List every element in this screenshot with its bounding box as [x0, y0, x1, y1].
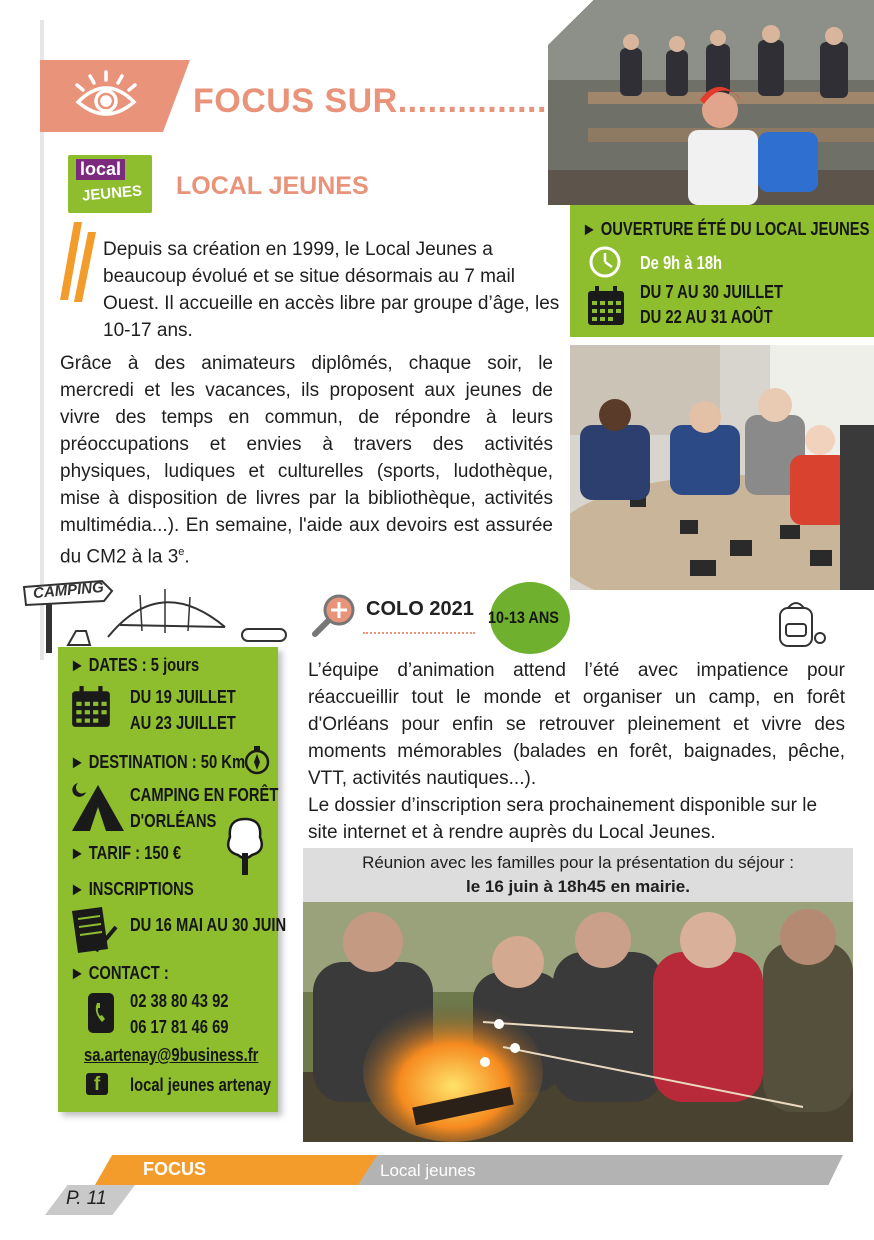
colo-paragraph-1: L’équipe d’animation attend l’été avec impatience pour réaccueillir tout le monde et organiser un camp, en forêt d'Orléans pour enfin se retrouver pleinement et vivre des moments mémorables (balades en forêt, baignades, pêche, VTT, activités nautiques...). [308, 660, 845, 789]
body-superscript: e [178, 546, 185, 558]
footer-focus-band [95, 1155, 380, 1185]
date-from: DU 19 JUILLET [130, 687, 236, 707]
camping-sign-label: CAMPING [32, 578, 105, 603]
facebook-icon: f [86, 1073, 108, 1095]
colo-title: COLO 2021 [366, 598, 474, 620]
phone-number-1: 02 38 80 43 92 [130, 991, 229, 1011]
facebook-link[interactable]: local jeunes artenay [130, 1075, 272, 1095]
footer-focus-label: FOCUS [143, 1159, 206, 1179]
destination-label: ► DESTINATION : 50 Km [70, 752, 246, 772]
contact-label: ► CONTACT : [70, 963, 169, 983]
meeting-notice [303, 848, 853, 902]
opening-heading: ► OUVERTURE ÉTÉ DU LOCAL JEUNES [582, 219, 870, 239]
footer-section-label: Local jeunes [380, 1161, 476, 1180]
summer-opening-box [570, 205, 874, 337]
local-jeunes-logo [68, 155, 152, 213]
clock-icon [588, 245, 622, 279]
body-text: Grâce à des animateurs diplômés, chaque soir, le mercredi et les vacances, ils proposent aux jeunes de vivre des temps en commun, de répondre à leurs préoccupations et envies à travers des activités physiques, ludiques et culturelles (sports, ludothèque, mise à disposition de livres par la bibliothèque, activités multimédia...). En semaine, l'aide aux devoirs est assurée du CM2 à la 3 [60, 353, 553, 568]
page-number: P. 11 [66, 1188, 107, 1209]
meeting-line-2: le 16 juin à 18h45 en mairie. [466, 877, 690, 896]
colo-paragraph-2: Le dossier d’inscription sera prochainement disponible sur le site internet et à rendre auprès du Local Jeunes. [308, 795, 818, 843]
page-title: FOCUS SUR............... [193, 82, 547, 120]
email-link[interactable]: sa.artenay@9business.fr [84, 1045, 259, 1065]
opening-dates-july: DU 7 AU 30 JUILLET [640, 282, 783, 302]
photo-card-game [570, 345, 874, 590]
calendar-icon [70, 685, 112, 729]
phone-number-2: 06 17 81 46 69 [130, 1017, 229, 1037]
tree-icon [224, 815, 266, 877]
opening-hours: De 9h à 18h [640, 253, 723, 273]
calendar-icon [586, 285, 626, 327]
logo-jeunes-text: JEUNES [81, 182, 143, 205]
opening-dates-august: DU 22 AU 31 AOÛT [640, 307, 773, 327]
colo-title-underline [363, 632, 475, 634]
body-paragraph [60, 350, 553, 570]
search-plus-icon [311, 592, 357, 638]
backpack-icon [776, 598, 828, 648]
camp-line2: D'ORLÉANS [130, 811, 217, 831]
date-to: AU 23 JUILLET [130, 713, 236, 733]
meeting-line-1: Réunion avec les familles pour la présentation du séjour : [362, 853, 794, 872]
dates-label: ► DATES : 5 jours [70, 655, 200, 675]
quote-decoration [60, 222, 96, 302]
inscriptions-dates: DU 16 MAI AU 30 JUIN [130, 915, 287, 935]
logo-local-text: local [76, 159, 125, 180]
phone-icon [86, 991, 116, 1035]
intro-paragraph: Depuis sa création en 1999, le Local Jeunes a beaucoup évolué et se situe désormais au 7 mail Ouest. Il accueille en accès libre par groupe d’âge, les 10-17 ans. [103, 239, 560, 341]
age-badge-text: 10-13 ANS [488, 608, 560, 627]
section-title: LOCAL JEUNES [176, 172, 369, 200]
document-pen-icon [68, 905, 118, 955]
photo-campfire [303, 902, 853, 1142]
camp-line1: CAMPING EN FORÊT [130, 785, 279, 805]
tarif-label: ► TARIF : 150 € [70, 843, 182, 863]
inscriptions-label: ► INSCRIPTIONS [70, 879, 194, 899]
colo-info-box [58, 647, 287, 1112]
compass-icon [244, 745, 270, 775]
photo-teens-gym [548, 0, 874, 205]
tent-icon [68, 779, 124, 833]
eye-icon [70, 68, 142, 128]
age-badge [490, 582, 570, 654]
body-end: . [184, 546, 190, 568]
